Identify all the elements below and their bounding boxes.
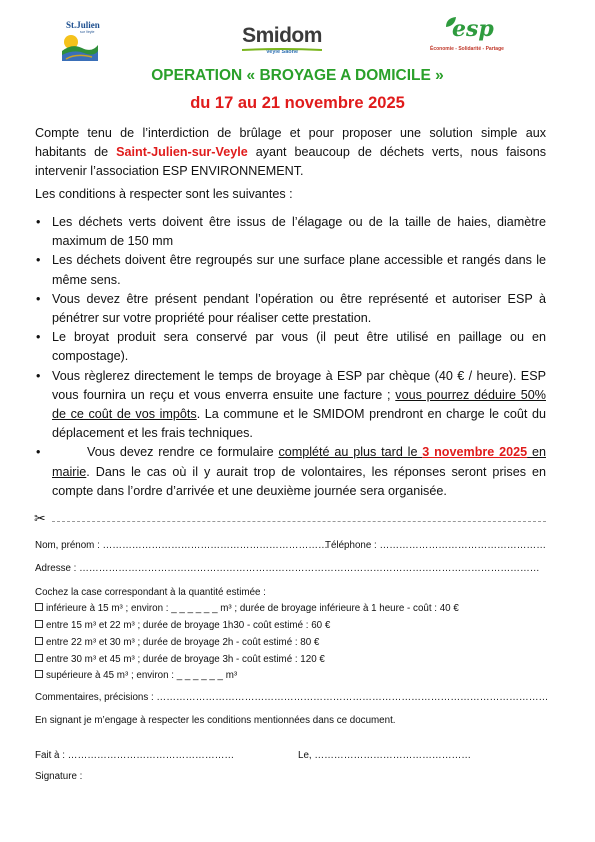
quantity-option-3: entre 22 m³ et 30 m³ ; durée de broyage 2h - coût estimé : 80 €	[35, 637, 319, 648]
conditions-list	[35, 213, 546, 501]
checkbox[interactable]	[35, 670, 43, 678]
bullet-icon: •	[36, 291, 41, 306]
intro-paragraph	[35, 124, 546, 182]
esp-logo-tagline: Économie - Solidarité - Partage	[430, 46, 504, 52]
signature-field[interactable]: Signature :	[35, 771, 83, 782]
list-item: • Vous règlerez directement le temps de broyage à ESP par chèque (40 € / heure). ESP vous fournira un reçu et vous enverra ensuite une facture ; vous pourrez déduire 50% de ce coût de vos impôts. La commune et le SMIDOM prendront en charge le coût du déplacement et les frais techniques.	[36, 368, 547, 441]
name-field[interactable]: Nom, prénom : ……………………………………………………………	[35, 540, 328, 551]
list-item: • Les déchets doivent être regroupés sur une surface plane accessible et rangés dans le même sens.	[36, 253, 546, 287]
dashed-divider	[52, 521, 546, 522]
smidom-logo-name: Smidom	[242, 24, 322, 47]
quantity-option-1: inférieure à 15 m³ ; environ : _ _ _ _ _ _ m³ ; durée de broyage inférieure à 1 heure - coût : 40 €	[35, 603, 459, 614]
smidom-swoosh-icon	[242, 48, 322, 52]
address-field[interactable]: Adresse : ……………………………………………………………………………………………………………………………	[35, 563, 540, 574]
list-item: • Vous devez rendre ce formulaire complété au plus tard le 3 novembre 2025 en mairie. Dans le cas où il y aurait trop de volontaires, les réponses seront prises en compte dans l’ordre d’arrivée et une deuxième journée sera organisée.	[36, 445, 546, 498]
stjulien-logo-name: St.Julien	[66, 20, 100, 30]
intro-line-3: intervenir l’association ESP ENVIRONNEMENT.	[35, 164, 304, 179]
stjulien-logo-sub: sur Veyle	[80, 30, 95, 34]
list-item: • Vous devez être présent pendant l’opération ou être représenté et autoriser ESP à pénétrer sur votre propriété pour réaliser cette prestation.	[36, 291, 546, 326]
scissors-icon: ✂	[34, 510, 46, 526]
tax-deduction-text: vous pourrez déduire 50%	[395, 387, 546, 402]
checkbox[interactable]	[35, 620, 43, 628]
made-at-field[interactable]: Fait à : ……………………………………………	[35, 750, 235, 761]
bullet-icon: •	[36, 253, 41, 268]
quantity-option-2: entre 15 m³ et 22 m³ ; durée de broyage 1h30 - coût estimé : 60 €	[35, 620, 330, 631]
list-item: • Les déchets verts doivent être issus de l’élagage ou de la taille de haies, diamètre maximum de 150 mm	[36, 215, 546, 249]
comments-field[interactable]: Commentaires, précisions : …………………………………………………………………………………………………………	[35, 692, 549, 703]
intro-line-2: habitants de Saint-Julien-sur-Veyle ayant beaucoup de déchets verts, nous faisons	[35, 145, 546, 160]
commitment-statement: En signant je m’engage à respecter les conditions mentionnées dans ce document.	[35, 715, 396, 726]
page-title: OPERATION « BROYAGE A DOMICILE »	[151, 67, 444, 84]
intro-line-1: Compte tenu de l’interdiction de brûlage et pour proposer une solution simple aux	[35, 126, 546, 140]
bullet-icon: •	[36, 330, 41, 345]
smidom-logo-sub: Veyle Saône	[265, 49, 299, 55]
date-field[interactable]: Le, …………………………………………	[298, 750, 472, 761]
smidom-logo	[232, 24, 332, 62]
checkbox[interactable]	[35, 637, 43, 645]
list-item: • Le broyat produit sera conservé par vous (il peut être utilisé en paillage ou en compostage).	[36, 330, 546, 364]
page-subtitle: du 17 au 21 novembre 2025	[190, 94, 405, 112]
phone-field[interactable]: Téléphone : ……………………………………………	[325, 540, 547, 551]
tax-deduction-text-cont: de ce coût de vos impôts	[52, 407, 197, 422]
quantity-option-4: entre 30 m³ et 45 m³ ; durée de broyage 3h - coût estimé : 120 €	[35, 654, 325, 665]
stjulien-logo	[60, 20, 102, 62]
deadline-date: 3 novembre 2025	[422, 445, 528, 460]
quantity-instructions: Cochez la case correspondant à la quantité estimée :	[35, 587, 266, 598]
town-name: Saint-Julien-sur-Veyle	[116, 145, 248, 160]
esp-logo-name: esp	[452, 16, 494, 42]
checkbox[interactable]	[35, 603, 43, 611]
conditions-intro: Les conditions à respecter sont les suivantes :	[35, 187, 293, 201]
checkbox[interactable]	[35, 654, 43, 662]
bullet-icon: •	[36, 215, 41, 229]
cut-line	[34, 512, 546, 528]
stjulien-emblem-icon	[62, 33, 98, 61]
bullet-icon: •	[36, 368, 41, 383]
bullet-icon: •	[36, 445, 41, 460]
esp-logo	[430, 16, 520, 56]
quantity-option-5: supérieure à 45 m³ ; environ : _ _ _ _ _ _ m³	[35, 670, 237, 681]
